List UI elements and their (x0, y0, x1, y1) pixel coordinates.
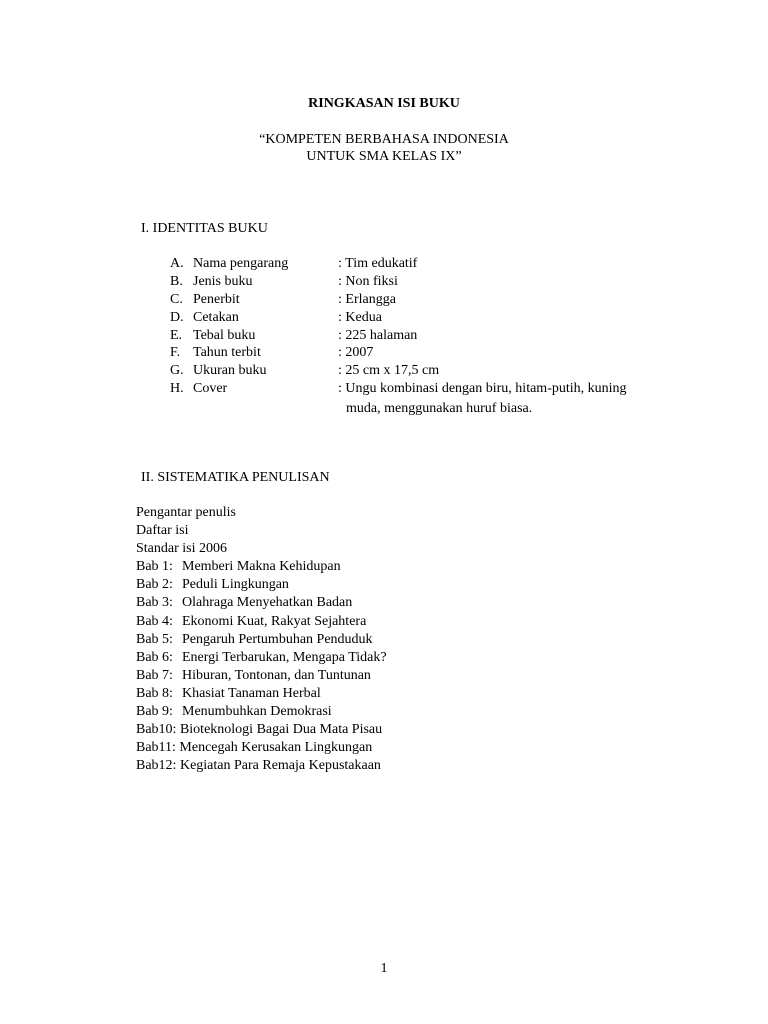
document-title: RINGKASAN ISI BUKU (308, 96, 460, 111)
identity-row (170, 255, 690, 273)
book-title-line-2: UNTUK SMA KELAS IX” (306, 149, 462, 164)
chapter-title: Mencegah Kerusakan Lingkungan (179, 740, 373, 756)
identity-value: : Ungu kombinasi dengan biru, hitam-putih, kuning (338, 381, 627, 397)
chapter-title: Kegiatan Para Remaja Kepustakaan (179, 758, 381, 774)
chapter-item (136, 594, 387, 612)
identity-label: Nama pengarang (193, 256, 289, 271)
identity-value-continuation: muda, menggunakan huruf biasa. (346, 401, 533, 417)
chapter-number: Bab 8: (136, 685, 173, 701)
chapter-number: Bab 7: (136, 667, 173, 683)
identity-row (170, 327, 690, 345)
chapter-title: Energi Terbarukan, Mengapa Tidak? (182, 649, 387, 665)
identity-letter: H. (170, 381, 184, 397)
identity-row (170, 362, 690, 380)
identity-value: : 225 halaman (338, 327, 418, 343)
front-matter-item: Pengantar penulis (136, 505, 236, 520)
identity-label: Cover (193, 381, 228, 397)
identity-letter: G. (170, 363, 184, 379)
contents-list (136, 504, 387, 775)
chapter-number: Bab11: (136, 740, 176, 756)
chapter-number: Bab12: (136, 758, 177, 774)
identity-letter: C. (170, 291, 183, 307)
chapter-item (136, 613, 387, 631)
section-heading-sistematika: II. SISTEMATIKA PENULISAN (141, 470, 330, 485)
identity-letter: D. (170, 309, 184, 325)
chapter-item (136, 649, 387, 667)
identity-row (170, 344, 690, 362)
identity-value: : Tim edukatif (338, 256, 418, 271)
chapter-number: Bab 5: (136, 631, 173, 647)
identity-value: : Non fiksi (338, 273, 398, 289)
chapter-title: Memberi Makna Kehidupan (182, 559, 341, 575)
chapter-number: Bab10: (136, 722, 177, 738)
identity-row (170, 291, 690, 309)
chapter-item (136, 631, 387, 649)
front-matter-item: Daftar isi (136, 523, 189, 539)
chapter-item (136, 757, 387, 775)
chapter-item (136, 576, 387, 594)
chapter-title: Ekonomi Kuat, Rakyat Sejahtera (182, 613, 367, 629)
chapter-item (136, 739, 387, 757)
chapter-number: Bab 3: (136, 595, 173, 611)
identity-label: Tebal buku (193, 327, 256, 343)
identity-row (170, 380, 690, 420)
chapter-item (136, 721, 387, 739)
chapter-title: Bioteknologi Bagai Dua Mata Pisau (179, 722, 383, 738)
identity-label: Cetakan (193, 309, 239, 325)
chapter-item (136, 558, 387, 576)
chapter-title: Menumbuhkan Demokrasi (182, 704, 332, 720)
chapter-title: Peduli Lingkungan (182, 577, 289, 593)
front-matter-item: Standar isi 2006 (136, 541, 227, 557)
chapter-number: Bab 9: (136, 704, 173, 720)
identity-value: : 25 cm x 17,5 cm (338, 363, 440, 379)
identity-value: : Erlangga (338, 291, 396, 307)
identity-label: Tahun terbit (193, 345, 261, 361)
identity-value: : 2007 (338, 345, 374, 361)
chapter-number: Bab 2: (136, 577, 173, 593)
identity-label: Jenis buku (193, 273, 253, 289)
chapter-title: Khasiat Tanaman Herbal (182, 685, 321, 701)
chapter-title: Hiburan, Tontonan, dan Tuntunan (182, 667, 371, 683)
identity-letter: A. (170, 256, 184, 271)
section-heading-identitas: I. IDENTITAS BUKU (141, 221, 268, 236)
identity-value: : Kedua (338, 309, 382, 325)
identity-label: Penerbit (193, 291, 240, 307)
chapter-item (136, 685, 387, 703)
identity-label: Ukuran buku (193, 363, 267, 379)
chapter-item (136, 667, 387, 685)
chapter-number: Bab 4: (136, 613, 173, 629)
identity-row (170, 309, 690, 327)
identity-list (170, 255, 690, 420)
chapter-title: Pengaruh Pertumbuhan Penduduk (182, 631, 373, 647)
chapter-item (136, 703, 387, 721)
chapter-number: Bab 6: (136, 649, 173, 665)
page-number: 1 (380, 961, 388, 976)
chapter-title: Olahraga Menyehatkan Badan (182, 595, 353, 611)
book-title-line-1: “KOMPETEN BERBAHASA INDONESIA (259, 132, 509, 147)
identity-letter: F. (170, 345, 181, 361)
identity-row (170, 273, 690, 291)
identity-letter: B. (170, 273, 183, 289)
identity-letter: E. (170, 327, 183, 343)
chapter-number: Bab 1: (136, 559, 173, 575)
